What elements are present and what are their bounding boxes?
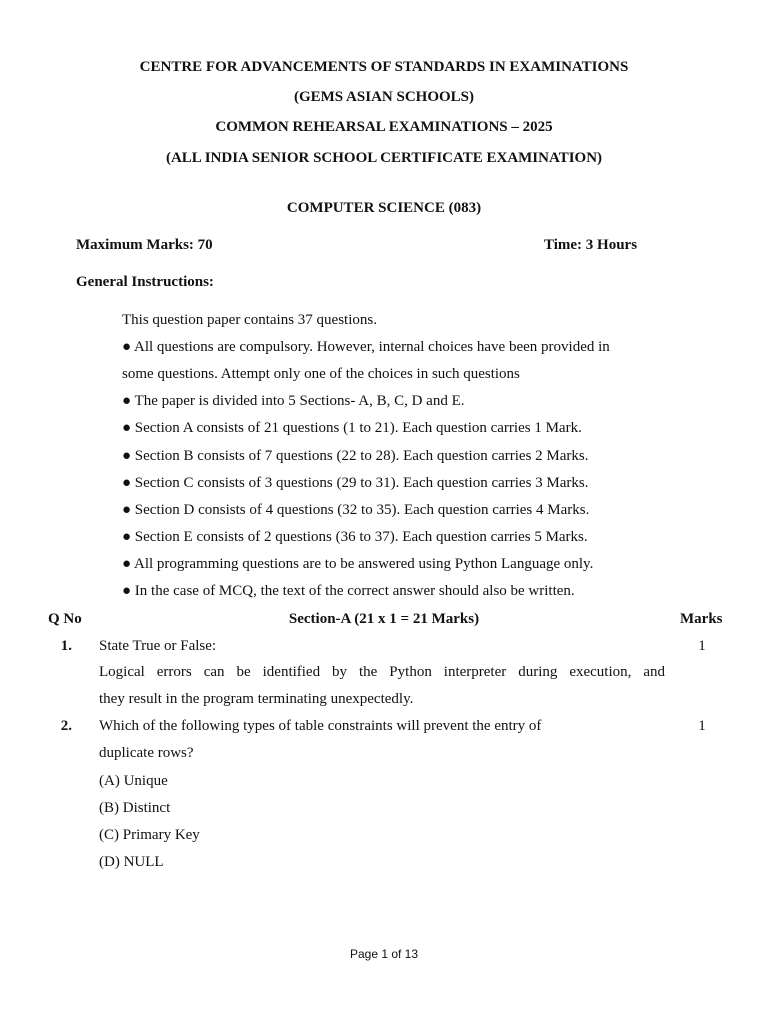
instruction-item: ● Section B consists of 7 questions (22 to 28). Each question carries 2 Marks. xyxy=(122,448,589,464)
answer-option: (B) Distinct xyxy=(99,800,171,816)
section-a-header: Section-A (21 x 1 = 21 Marks) xyxy=(288,611,480,627)
instruction-item: some questions. Attempt only one of the choices in such questions xyxy=(122,366,520,382)
page-number: Page 1 of 13 xyxy=(349,947,419,961)
qno-column-header: Q No xyxy=(48,611,82,627)
instruction-item: This question paper contains 37 questions. xyxy=(122,312,377,328)
instruction-item: ● The paper is divided into 5 Sections- A, B, C, D and E. xyxy=(122,393,465,409)
instruction-item: ● Section C consists of 3 questions (29 to 31). Each question carries 3 Marks. xyxy=(122,475,589,491)
header-line-3: COMMON REHEARSAL EXAMINATIONS – 2025 xyxy=(215,119,553,135)
answer-option: (C) Primary Key xyxy=(99,827,200,843)
instruction-item: ● All programming questions are to be answered using Python Language only. xyxy=(122,556,594,572)
question-text: they result in the program terminating unexpectedly. xyxy=(99,691,414,707)
time-allowed: Time: 3 Hours xyxy=(544,237,638,253)
question-text: Which of the following types of table constraints will prevent the entry of xyxy=(99,718,542,734)
instruction-item: ● Section D consists of 4 questions (32 to 35). Each question carries 4 Marks. xyxy=(122,502,590,518)
question-marks: 1 xyxy=(698,718,706,734)
subject-title: COMPUTER SCIENCE (083) xyxy=(286,200,482,216)
instruction-item: ● Section E consists of 2 questions (36 to 37). Each question carries 5 Marks. xyxy=(122,529,588,545)
answer-option: (D) NULL xyxy=(99,854,164,870)
question-text: Logical errors can be identified by the Python interpreter during execution, and xyxy=(99,664,665,680)
instruction-item: ● All questions are compulsory. However, internal choices have been provided in xyxy=(122,339,610,355)
instruction-item: ● In the case of MCQ, the text of the correct answer should also be written. xyxy=(122,583,575,599)
instructions-title: General Instructions: xyxy=(76,274,214,290)
header-line-2: (GEMS ASIAN SCHOOLS) xyxy=(293,89,475,105)
question-text: State True or False: xyxy=(99,638,217,654)
question-marks: 1 xyxy=(698,638,706,654)
marks-column-header: Marks xyxy=(680,611,723,627)
question-number: 1. xyxy=(60,638,72,654)
question-text: duplicate rows? xyxy=(99,745,194,761)
instruction-item: ● Section A consists of 21 questions (1 to 21). Each question carries 1 Mark. xyxy=(122,420,582,436)
answer-option: (A) Unique xyxy=(99,773,168,789)
question-number: 2. xyxy=(60,718,72,734)
max-marks: Maximum Marks: 70 xyxy=(76,237,213,253)
header-line-4: (ALL INDIA SENIOR SCHOOL CERTIFICATE EXAMINATION) xyxy=(165,150,603,166)
header-line-1: CENTRE FOR ADVANCEMENTS OF STANDARDS IN EXAMINATIONS xyxy=(139,59,629,75)
